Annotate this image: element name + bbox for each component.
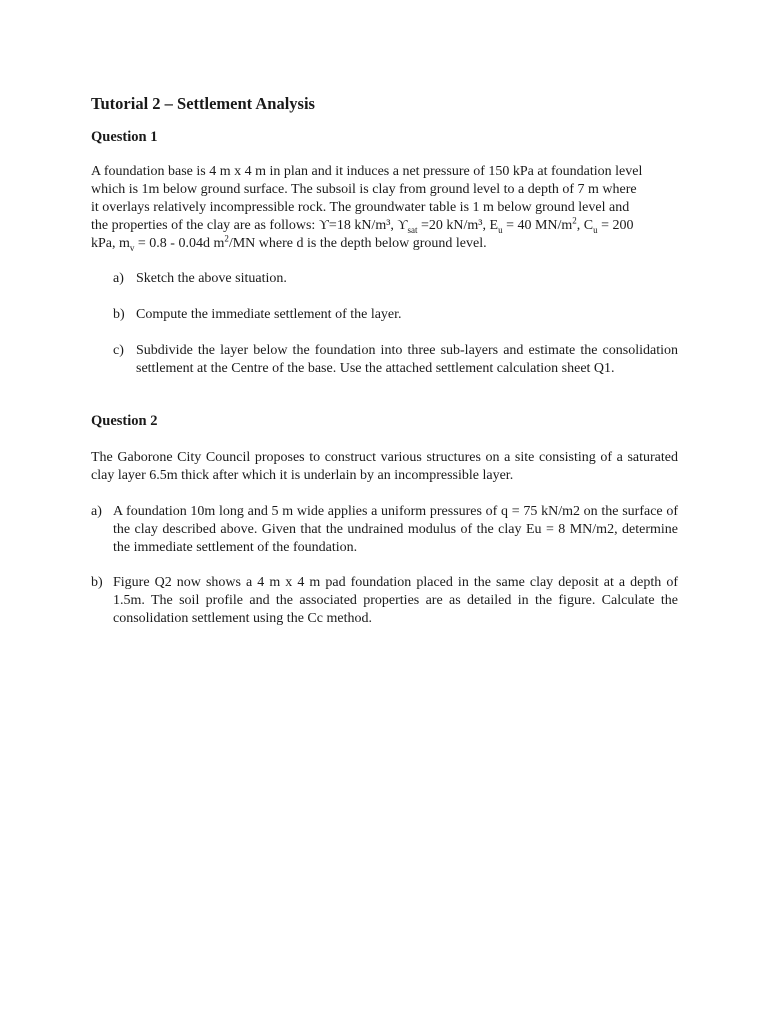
item-text: Subdivide the layer below the foundation into three sub-layers and estimate the consolidation settlement at the Centre of the base. Use the attached settlement calculation sheet Q1. <box>136 343 678 376</box>
question-2-heading: Question 2 <box>91 413 158 429</box>
item-text: A foundation 10m long and 5 m wide applies a uniform pressures of q = 75 kN/m2 on the surface of the clay described above. Given that the undrained modulus of the clay Eu = 8 MN/m2, determine the immediate settlement of the foundation. <box>113 504 678 555</box>
page-title: Tutorial 2 – Settlement Analysis <box>91 94 315 113</box>
question-1-heading: Question 1 <box>91 129 158 145</box>
mv-formula-line: kPa, $m_v = 0.8 - 0.04d$ $m^2/MN$ where d is the depth below ground level. <box>91 233 487 253</box>
item-marker: a) <box>91 504 102 519</box>
item-marker: c) <box>113 343 124 358</box>
intro-line: A foundation base is 4 m x 4 m in plan and it induces a net pressure of 150 kPa at foundation level <box>91 164 643 179</box>
item-text: Figure Q2 now shows a 4 m x 4 m pad foundation placed in the same clay deposit at a depth of 1.5m. The soil profile and the associated properties are as detailed in the figure. Calculate the consolidation settlement using the Cc method. <box>113 575 678 626</box>
intro-line: which is 1m below ground surface. The subsoil is clay from ground level to a depth of 7 m where <box>91 182 637 197</box>
intro-line: it overlays relatively incompressible rock. The groundwater table is 1 m below ground level and <box>91 200 630 215</box>
item-text: Sketch the above situation. <box>136 271 287 286</box>
item-text: Compute the immediate settlement of the layer. <box>136 307 402 322</box>
clay-properties-line: the properties of the clay are as follows: ϒ=18 kN/m³, $ϒ_{sat} =20$ kN/m³, $E_u = 40$ $MN/m^2$, $C_u = 200$ <box>91 215 634 235</box>
item-marker: b) <box>91 575 103 590</box>
item-marker: b) <box>113 307 125 322</box>
question-2-intro: The Gaborone City Council proposes to construct various structures on a site consisting of a saturated clay layer 6.5m thick after which it is underlain by an incompressible layer. <box>91 450 678 483</box>
item-marker: a) <box>113 271 124 286</box>
question-1-intro <box>91 163 678 253</box>
